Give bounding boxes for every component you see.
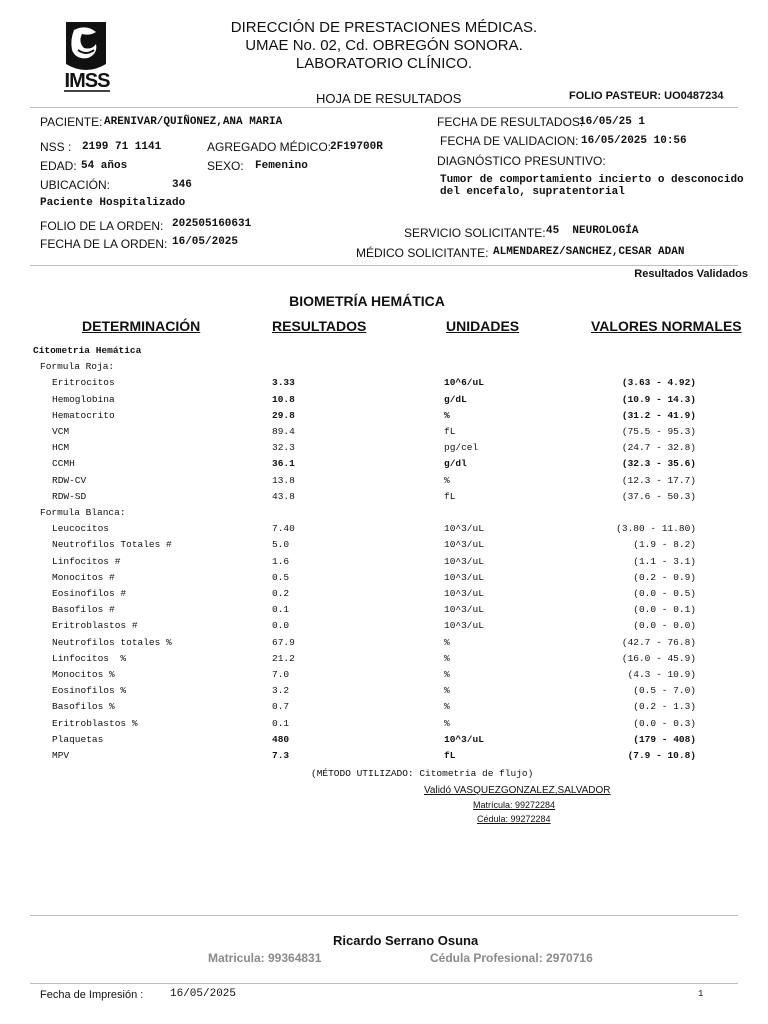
cell-determinacion: Linfocitos #	[52, 555, 121, 567]
divider	[30, 107, 738, 108]
cell-resultado: 1.6	[272, 555, 290, 567]
cell-determinacion: Formula Blanca:	[40, 507, 126, 518]
table-row	[0, 394, 768, 410]
cell-determinacion: Citometria Hemática	[33, 345, 142, 356]
metodo-utilizado: (MÉTODO UTILIZADO: Citometria de flujo)	[311, 768, 534, 779]
servicio-label: SERVICIO SOLICITANTE:	[404, 226, 546, 240]
nss-label: NSS :	[40, 140, 72, 154]
medico-label: MÉDICO SOLICITANTE:	[356, 246, 489, 260]
paciente-label: PACIENTE:	[40, 115, 103, 129]
cell-unidades: fL	[444, 426, 456, 437]
edad-value: 54 años	[81, 160, 128, 172]
cell-unidades: fL	[444, 490, 456, 502]
cell-determinacion: RDW-CV	[52, 474, 87, 486]
cell-resultado: 67.9	[272, 636, 295, 648]
cell-determinacion: CCMH	[52, 458, 75, 470]
sexo-value: Femenino	[255, 160, 308, 172]
cell-unidades: 10^3/uL	[444, 604, 484, 616]
sexo-label: SEXO:	[207, 159, 244, 173]
cell-resultado: 0.0	[272, 620, 290, 632]
cell-valores-normales: (31.2 - 41.9)	[621, 409, 696, 421]
cell-resultado: 0.5	[272, 571, 290, 583]
cell-resultado: 0.7	[272, 701, 290, 713]
signature-matricula: Matricula: 99364831	[208, 951, 322, 965]
cell-unidades: 10^6/uL	[444, 377, 484, 389]
cell-determinacion: Eritroblastos %	[52, 717, 138, 729]
cell-determinacion: Eosinofilos #	[52, 588, 127, 599]
cell-unidades: %	[444, 685, 450, 697]
cell-valores-normales: (12.3 - 17.7)	[621, 474, 696, 486]
col-resultados: RESULTADOS	[272, 318, 367, 334]
cell-resultado: 7.3	[272, 750, 290, 761]
cell-valores-normales: (0.2 - 1.3)	[633, 701, 696, 713]
valido-cedula: Cédula: 99272284	[477, 814, 551, 824]
section-title: BIOMETRÍA HEMÁTICA	[289, 293, 445, 309]
table-row	[0, 718, 768, 734]
table-row	[0, 556, 768, 572]
cell-valores-normales: (16.0 - 45.9)	[621, 652, 696, 664]
fecha-impresion-label: Fecha de Impresión :	[40, 989, 144, 1001]
table-row	[0, 620, 768, 636]
cell-resultado: 7.0	[272, 669, 290, 680]
table-row	[0, 377, 768, 393]
cell-valores-normales: (0.0 - 0.3)	[633, 717, 696, 729]
cell-determinacion: Leucocitos	[52, 523, 110, 535]
status-label: Resultados Validados	[634, 268, 748, 280]
nss-value: 2199 71 1141	[82, 141, 162, 153]
results-table	[0, 345, 768, 775]
cell-valores-normales: (42.7 - 76.8)	[621, 636, 696, 648]
medico-value: ALMENDAREZ/SANCHEZ,CESAR ADAN	[493, 246, 685, 258]
fecha-orden-label: FECHA DE LA ORDEN:	[40, 237, 168, 251]
cell-resultado: 43.8	[272, 490, 295, 502]
table-row	[0, 572, 768, 588]
cell-unidades: 10^3/uL	[444, 588, 484, 599]
cell-valores-normales: (0.5 - 7.0)	[633, 685, 696, 697]
cell-resultado: 0.1	[272, 717, 290, 729]
cell-resultado: 36.1	[272, 458, 295, 470]
cell-unidades: %	[444, 474, 450, 486]
signature-name: Ricardo Serrano Osuna	[333, 933, 479, 948]
cell-determinacion: RDW-SD	[52, 490, 87, 502]
table-row	[0, 523, 768, 539]
cell-valores-normales: (4.3 - 10.9)	[627, 669, 696, 680]
cell-unidades: g/dl	[444, 458, 467, 470]
table-row	[0, 653, 768, 669]
folio-orden-label: FOLIO DE LA ORDEN:	[40, 219, 164, 233]
cell-determinacion: Basofilos %	[52, 701, 115, 713]
col-determinacion: DETERMINACIÓN	[82, 318, 201, 334]
signature-cedula: Cédula Profesional: 2970716	[430, 951, 593, 965]
cell-determinacion: Monocitos %	[52, 669, 115, 680]
valido-matricula: Matrícula: 99272284	[473, 800, 556, 810]
table-row	[0, 426, 768, 442]
cell-valores-normales: (179 - 408)	[633, 733, 696, 745]
cell-unidades: 10^3/uL	[444, 523, 484, 535]
cell-determinacion: Basofilos #	[52, 604, 115, 616]
ubicacion-label: UBICACIÓN:	[40, 178, 111, 192]
fecha-validacion-label: FECHA DE VALIDACION:	[440, 134, 579, 148]
table-row	[0, 637, 768, 653]
cell-unidades: 10^3/uL	[444, 555, 484, 567]
cell-valores-normales: (1.1 - 3.1)	[633, 555, 696, 567]
cell-unidades: %	[444, 669, 450, 680]
cell-unidades: pg/cel	[444, 442, 479, 454]
cell-valores-normales: (3.63 - 4.92)	[621, 377, 696, 389]
cell-unidades: 10^3/uL	[444, 539, 484, 551]
cell-valores-normales: (0.0 - 0.5)	[633, 588, 696, 599]
paciente-tipo: Paciente Hospitalizado	[40, 197, 186, 209]
table-group-heading	[0, 361, 768, 377]
cell-unidades: 10^3/uL	[444, 733, 484, 745]
diagnostico-line-2: del encefalo, supratentorial	[440, 186, 625, 198]
cell-resultado: 0.1	[272, 604, 290, 616]
cell-valores-normales: (7.9 - 10.8)	[627, 750, 696, 761]
col-unidades: UNIDADES	[446, 318, 520, 334]
divider	[30, 265, 738, 266]
cell-unidades: %	[444, 409, 450, 421]
table-row	[0, 475, 768, 491]
cell-determinacion: Neutrofilos totales %	[52, 636, 172, 648]
cell-valores-normales: (10.9 - 14.3)	[621, 393, 696, 405]
cell-resultado: 13.8	[272, 474, 295, 486]
cell-valores-normales: (32.3 - 35.6)	[621, 458, 696, 470]
cell-determinacion: Neutrofilos Totales #	[52, 539, 172, 551]
page-number: 1	[698, 989, 704, 999]
cell-determinacion: Plaquetas	[52, 733, 104, 745]
agregado-value: 2F19700R	[330, 141, 383, 153]
cell-determinacion: Linfocitos %	[52, 652, 127, 664]
agregado-label: AGREGADO MÉDICO:	[207, 140, 332, 154]
cell-valores-normales: (3.80 - 11.80)	[616, 523, 696, 535]
table-row	[0, 685, 768, 701]
header-line-2: UMAE No. 02, Cd. OBREGÓN SONORA.	[245, 37, 523, 54]
cell-resultado: 0.2	[272, 588, 290, 599]
cell-determinacion: VCM	[52, 426, 70, 437]
cell-resultado: 10.8	[272, 393, 295, 405]
table-group-heading	[0, 507, 768, 523]
cell-resultado: 3.2	[272, 685, 290, 697]
cell-unidades: g/dL	[444, 393, 467, 405]
fecha-validacion-value: 16/05/2025 10:56	[581, 135, 687, 147]
table-row	[0, 604, 768, 620]
fecha-impresion-value: 16/05/2025	[170, 988, 237, 1000]
doc-title: HOJA DE RESULTADOS	[316, 91, 462, 106]
fecha-resultados-value: 16/05/25 1	[579, 116, 646, 128]
table-row	[0, 491, 768, 507]
fecha-orden-value: 16/05/2025	[172, 236, 239, 248]
paciente-value: ARENIVAR/QUIÑONEZ,ANA MARIA	[104, 116, 283, 128]
cell-unidades: %	[444, 701, 450, 713]
cell-resultado: 89.4	[272, 426, 295, 437]
cell-resultado: 21.2	[272, 652, 295, 664]
table-row	[0, 410, 768, 426]
divider	[30, 915, 738, 916]
edad-label: EDAD:	[40, 159, 77, 173]
cell-valores-normales: (0.0 - 0.0)	[633, 620, 696, 632]
logo-text: IMSS	[64, 70, 110, 92]
cell-determinacion: Hematocrito	[52, 409, 115, 421]
cell-unidades: %	[444, 636, 450, 648]
table-row	[0, 442, 768, 458]
table-row	[0, 539, 768, 555]
cell-determinacion: MPV	[52, 750, 70, 761]
divider	[30, 983, 738, 984]
table-row	[0, 458, 768, 474]
header-line-3: LABORATORIO CLÍNICO.	[295, 55, 473, 72]
diagnostico-label: DIAGNÓSTICO PRESUNTIVO:	[437, 154, 606, 168]
cell-resultado: 32.3	[272, 442, 295, 454]
cell-determinacion: Eritroblastos #	[52, 620, 138, 632]
col-valores-normales: VALORES NORMALES	[591, 318, 742, 334]
diagnostico-line-1: Tumor de comportamiento incierto o desconocido	[440, 174, 744, 186]
table-row	[0, 669, 768, 685]
folio-pasteur: FOLIO PASTEUR: UO0487234	[569, 90, 724, 102]
cell-determinacion: Monocitos #	[52, 571, 115, 583]
cell-unidades: 10^3/uL	[444, 620, 484, 632]
cell-valores-normales: (0.2 - 0.9)	[633, 571, 696, 583]
cell-resultado: 3.33	[272, 377, 295, 389]
table-row	[0, 750, 768, 766]
cell-valores-normales: (24.7 - 32.8)	[621, 442, 696, 454]
table-row	[0, 588, 768, 604]
servicio-value: 45 NEUROLOGÍA	[546, 225, 639, 237]
cell-valores-normales: (75.5 - 95.3)	[621, 426, 696, 437]
table-row	[0, 734, 768, 750]
cell-resultado: 7.40	[272, 523, 295, 535]
cell-resultado: 5.0	[272, 539, 290, 551]
cell-valores-normales: (37.6 - 50.3)	[621, 490, 696, 502]
table-row	[0, 701, 768, 717]
cell-unidades: 10^3/uL	[444, 571, 484, 583]
cell-unidades: fL	[444, 750, 456, 761]
cell-unidades: %	[444, 652, 450, 664]
cell-determinacion: Formula Roja:	[40, 361, 115, 373]
header-line-1: DIRECCIÓN DE PRESTACIONES MÉDICAS.	[230, 19, 538, 36]
ubicacion-value: 346	[172, 179, 192, 191]
cell-determinacion: Eritrocitos	[52, 377, 115, 389]
cell-valores-normales: (1.9 - 8.2)	[633, 539, 696, 551]
cell-determinacion: Hemoglobina	[52, 393, 115, 405]
cell-resultado: 29.8	[272, 409, 295, 421]
folio-orden-value: 202505160631	[172, 218, 252, 230]
cell-valores-normales: (0.0 - 0.1)	[633, 604, 696, 616]
fecha-resultados-label: FECHA DE RESULTADOS:	[437, 115, 584, 129]
cell-determinacion: HCM	[52, 442, 70, 454]
cell-resultado: 480	[272, 733, 290, 745]
valido-by: Validó VASQUEZGONZALEZ,SALVADOR	[424, 785, 611, 796]
table-section-heading	[0, 345, 768, 361]
cell-determinacion: Eosinofilos %	[52, 685, 127, 697]
cell-unidades: %	[444, 717, 450, 729]
